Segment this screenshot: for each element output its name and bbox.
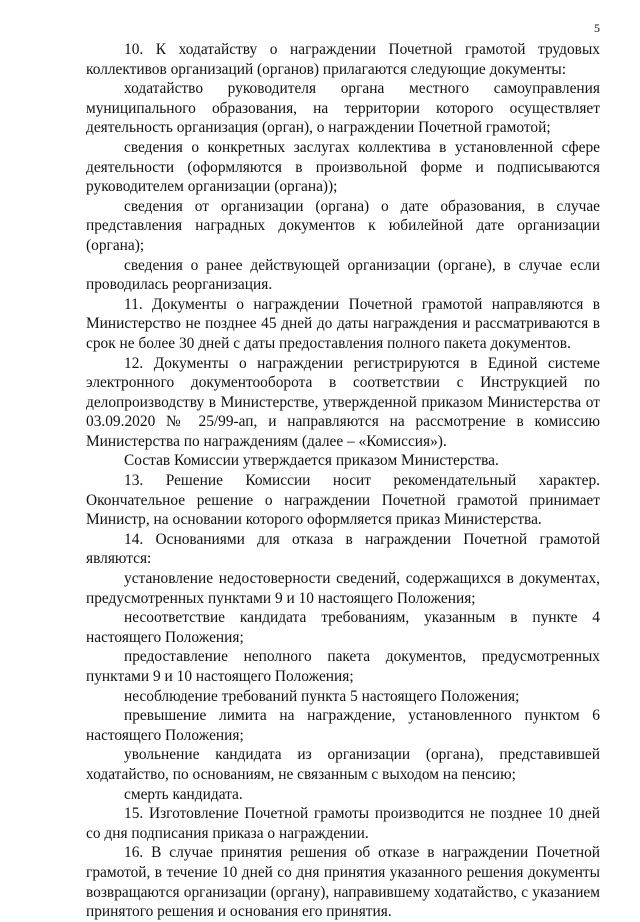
- list-item: сведения от организации (органа) о дате образования, в случае представления наградных документов к юбилейной дате организации (органа);: [86, 197, 600, 254]
- paragraph-commission-composition: Состав Комиссии утверждается приказом Министерства.: [124, 452, 499, 470]
- page-number: 5: [594, 21, 600, 35]
- paragraph-11: 11. Документы о награждении Почетной грамотой направляются в Министерство не позднее 45 дней до даты награждения и рассматриваются в срок не более 30 дней с даты предоставления полного пакета документов.: [86, 295, 600, 352]
- paragraph-15: 15. Изготовление Почетной грамоты производится не позднее 10 дней со дня подписания приказа о награждении.: [86, 805, 600, 842]
- list-item: несоответствие кандидата требованиям, указанным в пункте 4 настоящего Положения;: [86, 609, 600, 646]
- paragraph-12: 12. Документы о награждении регистрируются в Единой системе электронного документооборота в соответствии с Инструкцией по делопроизводству в Министерстве, утвержденной приказом Министерства от 03.09.2020 № 25/99-ап, и направляются на рассмотрение в комиссию Министерства по награждениям (далее – «Комиссия»).: [86, 354, 600, 450]
- list-item: сведения о конкретных заслугах коллектива в установленной сфере деятельности (оформляются в произвольной форме и подписываются руководителем организации (органа));: [86, 138, 600, 196]
- list-item: установление недостоверности сведений, содержащихся в документах, предусмотренных пунктами 9 и 10 настоящего Положения;: [86, 570, 600, 607]
- list-item: превышение лимита на награждение, установленного пунктом 6 настоящего Положения;: [86, 707, 600, 744]
- list-item: сведения о ранее действующей организации (органе), в случае если проводилась реорганизация.: [86, 256, 600, 294]
- document-body: [86, 40, 600, 922]
- paragraph-13: 13. Решение Комиссии носит рекомендательный характер. Окончательное решение о награждении Почетной грамотой принимает Министр, на основании которого оформляется приказ Министерства.: [86, 472, 600, 529]
- paragraph-14-intro: 14. Основаниями для отказа в награждении Почетной грамотой являются:: [86, 530, 600, 568]
- list-item: ходатайство руководителя органа местного самоуправления муниципального образования, на территории которого осуществляет деятельность организация (орган), о награждении Почетной грамотой;: [86, 80, 600, 137]
- list-item: смерть кандидата.: [124, 785, 243, 803]
- paragraph-16: 16. В случае принятия решения об отказе в награждении Почетной грамотой, в течение 10 дней со дня принятия указанного решения документы возвращаются организации (органу), направившему ходатайство, с указанием принятого решения и основания его принятия.: [86, 844, 600, 921]
- list-item: предоставление неполного пакета документов, предусмотренных пунктами 9 и 10 настоящего Положения;: [86, 648, 600, 685]
- list-item: увольнение кандидата из организации (органа), представившей ходатайство, по основаниям, не связанным с выходом на пенсию;: [86, 746, 600, 783]
- paragraph-10-intro: 10. К ходатайству о награждении Почетной грамотой трудовых коллективов организаций (органов) прилагаются следующие документы:: [86, 41, 600, 78]
- list-item: несоблюдение требований пункта 5 настоящего Положения;: [124, 687, 520, 705]
